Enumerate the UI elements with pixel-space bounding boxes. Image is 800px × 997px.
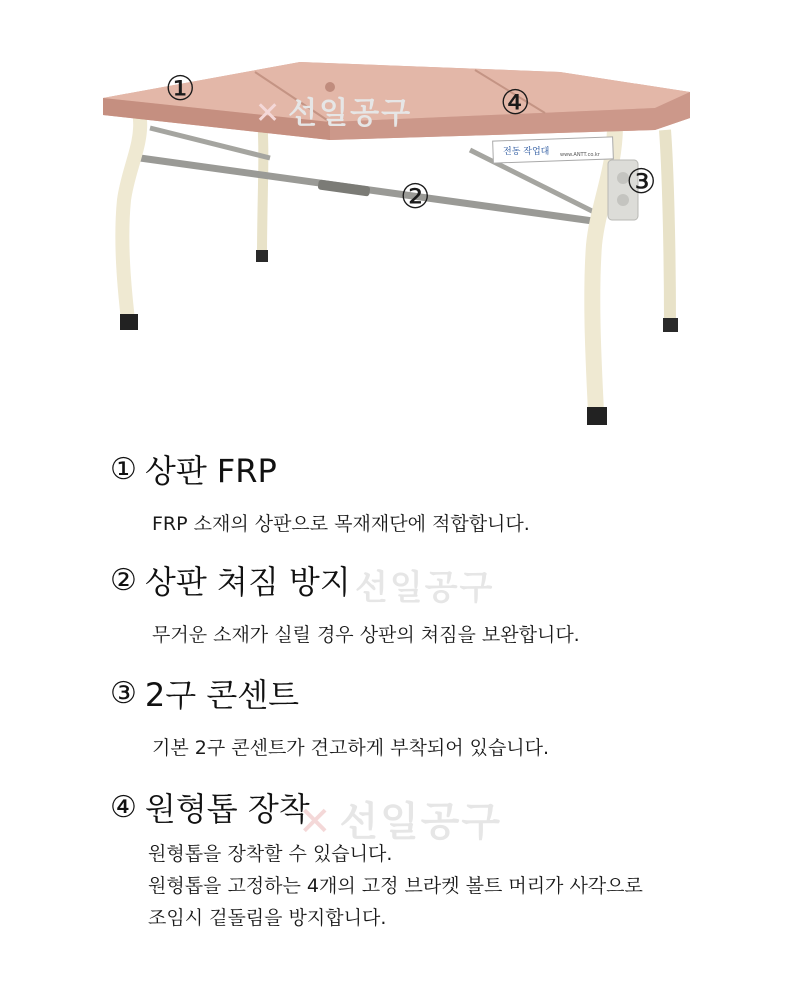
feature-title (110, 670, 549, 716)
feature-outlet (110, 670, 549, 764)
feature-title-text: 2구 콘센트 (144, 676, 300, 714)
front-left-leg (122, 120, 140, 320)
turnbuckle (318, 179, 371, 196)
product-photo (0, 0, 800, 440)
callout-3: ③ (626, 162, 657, 202)
rear-left-foot (256, 250, 268, 262)
feature-title (110, 446, 530, 492)
rear-right-leg (665, 130, 670, 325)
feature-title-text: 원형톱 장착 (144, 790, 310, 828)
feature-number: ① (110, 451, 137, 487)
callout-2: ② (400, 177, 431, 217)
front-left-foot (120, 314, 138, 330)
feature-title-text: 상판 FRP (144, 452, 277, 490)
feature-description-line: 원형톱을 고정하는 4개의 고정 브라켓 볼트 머리가 사각으로 (148, 875, 643, 897)
feature-number: ④ (110, 789, 137, 825)
feature-sag-prevention (110, 557, 580, 651)
feature-description-line: 원형톱을 장착할 수 있습니다. (148, 843, 393, 865)
feature-description-line: FRP 소재의 상판으로 목재재단에 적합합니다. (152, 513, 530, 535)
rear-left-leg (262, 120, 263, 255)
watermark-logo-icon: ✕ (255, 96, 283, 131)
feature-frp-top (110, 446, 530, 540)
rear-right-foot (663, 318, 678, 332)
feature-title-text: 상판 쳐짐 방지 (144, 563, 351, 601)
watermark-logo-icon: ✕ (298, 799, 334, 845)
watermark-bottom: ✕ 선일공구 (298, 799, 503, 845)
feature-circular-saw (110, 784, 643, 934)
feature-number: ③ (110, 675, 137, 711)
feature-title (110, 784, 643, 830)
sticker-url: www.ANTT.co.kr (560, 152, 600, 158)
work-table-illustration (0, 0, 800, 440)
feature-description (152, 732, 549, 764)
feature-description-line: 조임시 겉돌림을 방지합니다. (148, 907, 387, 929)
feature-description-line: 무거운 소재가 실릴 경우 상판의 쳐짐을 보완합니다. (152, 624, 580, 646)
feature-description-line: 기본 2구 콘센트가 견고하게 부착되어 있습니다. (152, 737, 550, 759)
callout-4: ④ (500, 83, 531, 123)
watermark-middle: 선일공구 (355, 568, 495, 608)
front-right-foot (587, 407, 607, 425)
feature-description (152, 619, 580, 651)
watermark-photo: ✕ 선일공구 (255, 96, 413, 131)
sticker-label: 전동 작업대 (503, 147, 550, 157)
long-brace (140, 158, 600, 222)
left-diagonal-brace (150, 128, 270, 158)
feature-description (152, 508, 530, 540)
feature-description (148, 838, 643, 934)
callout-1: ① (165, 69, 196, 109)
feature-number: ② (110, 562, 137, 598)
feature-title (110, 557, 580, 603)
